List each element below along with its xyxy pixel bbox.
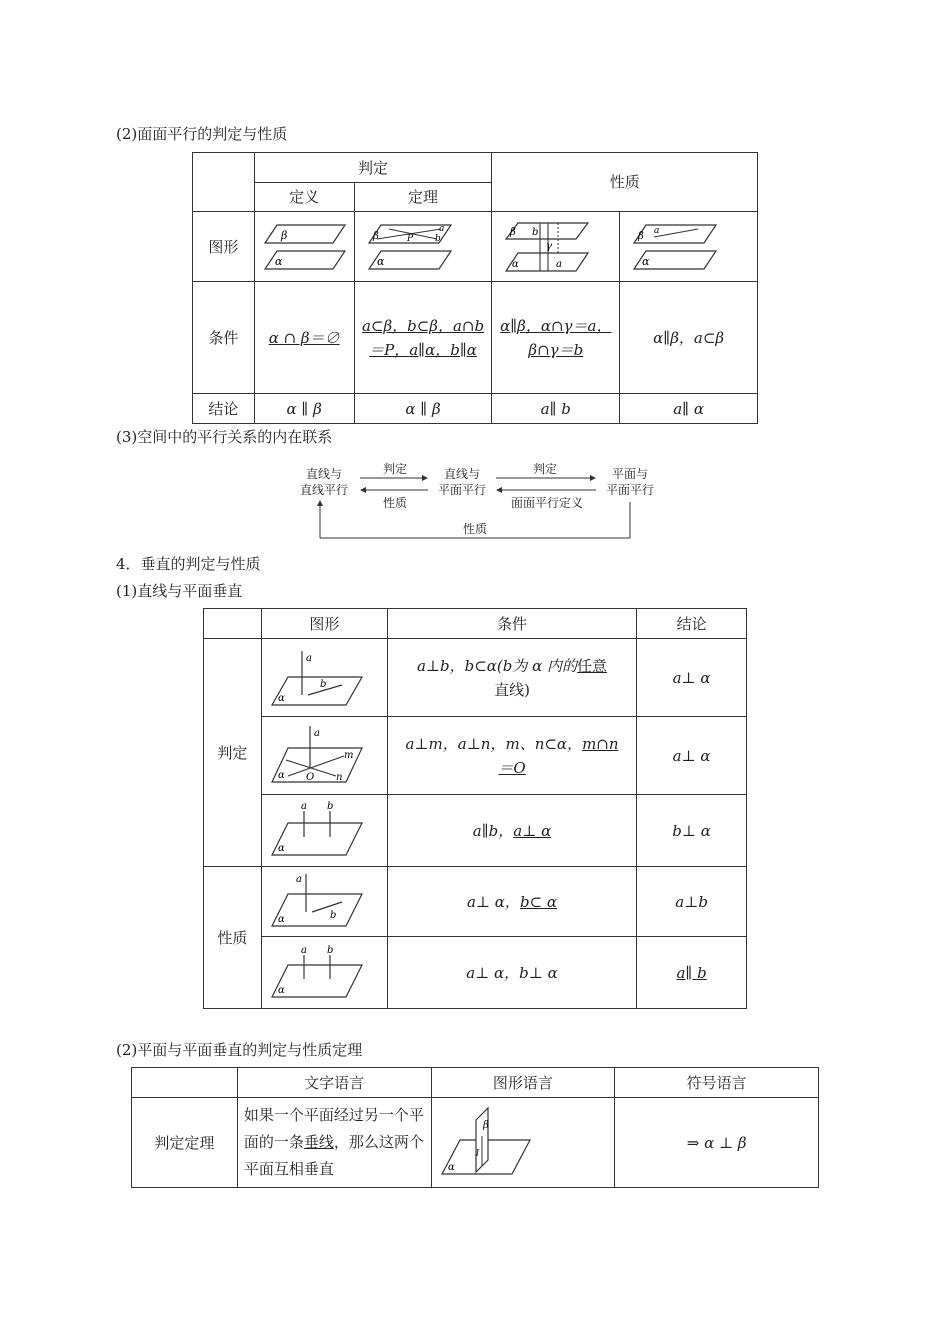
plane-plane-perp-table bbox=[131, 1067, 819, 1188]
row-label-judge-theorem: 判定定理 bbox=[132, 1098, 238, 1188]
svg-text:b: b bbox=[326, 944, 334, 956]
corner-cell-2 bbox=[204, 609, 262, 639]
svg-text:β: β bbox=[510, 226, 517, 238]
section-heading-parallel-relations: (3)空间中的平行关系的内在联系 bbox=[116, 428, 333, 446]
svg-text:α: α bbox=[277, 984, 285, 996]
svg-text:l: l bbox=[475, 1148, 479, 1159]
conclusion-r5: a∥ b bbox=[637, 937, 747, 1009]
conclusion-r4: a⊥b bbox=[637, 867, 747, 937]
node-line-plane-l2: 平面平行 bbox=[437, 483, 486, 497]
node-line-line-l1: 直线与 bbox=[305, 467, 342, 481]
arrow1-top-label: 判定 bbox=[382, 462, 407, 476]
figure-property-line-in-plane bbox=[620, 212, 758, 282]
header-symbol-language: 符号语言 bbox=[615, 1068, 819, 1098]
condition-r1: a⊥b，b⊂α(b为 α 内的任意 直线) bbox=[387, 639, 636, 717]
svg-text:β: β bbox=[482, 1119, 489, 1131]
header-figure: 图形 bbox=[261, 609, 387, 639]
svg-text:a: a bbox=[654, 225, 660, 236]
svg-text:b: b bbox=[434, 233, 441, 244]
svg-text:α: α bbox=[277, 842, 285, 854]
face-parallel-table bbox=[192, 152, 758, 424]
svg-text:α: α bbox=[376, 254, 385, 268]
theorem-text: 如果一个平面经过另一个平面的一条垂线，那么这两个平面互相垂直 bbox=[237, 1098, 431, 1188]
svg-text:α: α bbox=[277, 913, 285, 925]
condition-r4: a⊥ α，b⊂ α bbox=[387, 867, 636, 937]
svg-text:a: a bbox=[295, 873, 302, 885]
section-heading-perpendicular: 4．垂直的判定与性质 bbox=[116, 555, 261, 573]
line-plane-perp-table bbox=[203, 608, 747, 1009]
header-text-language: 文字语言 bbox=[237, 1068, 431, 1098]
corner-cell-3 bbox=[132, 1068, 238, 1098]
svg-text:b: b bbox=[326, 800, 334, 812]
svg-text:O: O bbox=[305, 771, 315, 783]
node-line-plane-parallel bbox=[432, 466, 492, 498]
svg-text:β: β bbox=[280, 228, 288, 242]
figure-perp-planes bbox=[431, 1098, 615, 1188]
figure-parallel-lines-perp bbox=[261, 795, 387, 867]
row-label-figure: 图形 bbox=[193, 212, 255, 282]
theorem-symbol: ⇒ α ⊥ β bbox=[615, 1098, 819, 1188]
figure-perp-line-and-plane-line bbox=[261, 867, 387, 937]
node-plane-plane-parallel bbox=[598, 466, 662, 498]
svg-text:α: α bbox=[642, 254, 650, 268]
svg-text:α: α bbox=[277, 692, 285, 704]
figure-two-perp-lines bbox=[261, 937, 387, 1009]
svg-text:a: a bbox=[556, 258, 563, 270]
condition-r5: a⊥ α，b⊥ α bbox=[387, 937, 636, 1009]
svg-text:P: P bbox=[406, 233, 413, 244]
svg-text:α: α bbox=[274, 254, 283, 268]
condition-definition: α ∩ β＝∅ bbox=[254, 282, 354, 394]
header-theorem: 定理 bbox=[354, 183, 492, 212]
svg-text:a: a bbox=[313, 727, 320, 739]
figure-property-three-planes bbox=[492, 212, 620, 282]
svg-text:α: α bbox=[512, 258, 520, 270]
node-plane-plane-l2: 平面平行 bbox=[605, 483, 654, 497]
svg-text:m: m bbox=[343, 749, 354, 761]
conclusion-property-1: a∥ b bbox=[492, 394, 620, 424]
svg-text:a: a bbox=[305, 652, 312, 664]
row-group-judge: 判定 bbox=[204, 639, 262, 867]
conclusion-property-2: a∥ α bbox=[620, 394, 758, 424]
condition-property-2: α∥β，a⊂β bbox=[620, 282, 758, 394]
row-label-condition: 条件 bbox=[193, 282, 255, 394]
header-conclusion: 结论 bbox=[637, 609, 747, 639]
arrow1-bottom-label: 性质 bbox=[382, 496, 407, 510]
subheading-line-plane-perp: (1)直线与平面垂直 bbox=[116, 582, 243, 600]
condition-r3: a∥b，a⊥ α bbox=[387, 795, 636, 867]
row-group-property: 性质 bbox=[204, 867, 262, 1009]
row-label-conclusion: 结论 bbox=[193, 394, 255, 424]
svg-text:β: β bbox=[372, 230, 379, 242]
svg-text:a: a bbox=[300, 944, 307, 956]
svg-text:γ: γ bbox=[546, 240, 553, 252]
subheading-plane-plane-perp: (2)平面与平面垂直的判定与性质定理 bbox=[116, 1041, 363, 1059]
node-line-line-l2: 直线平行 bbox=[299, 483, 348, 497]
arrow2-bottom-label: 面面平行定义 bbox=[510, 496, 583, 510]
svg-text:β: β bbox=[638, 230, 644, 242]
parallel-relations-diagram bbox=[290, 458, 670, 544]
arrow2-top-label: 判定 bbox=[532, 462, 557, 476]
corner-cell bbox=[193, 153, 255, 212]
svg-text:n: n bbox=[335, 771, 343, 783]
svg-text:α: α bbox=[277, 769, 285, 781]
header-property: 性质 bbox=[492, 153, 758, 212]
header-condition: 条件 bbox=[387, 609, 636, 639]
svg-text:a: a bbox=[438, 223, 445, 234]
svg-text:a: a bbox=[300, 800, 307, 812]
figure-def-planes bbox=[254, 212, 354, 282]
node-line-plane-l1: 直线与 bbox=[443, 467, 480, 481]
figure-line-perp-any-line bbox=[261, 639, 387, 717]
header-definition: 定义 bbox=[254, 183, 354, 212]
node-line-line-parallel bbox=[296, 466, 352, 498]
section-heading-face-parallel: (2)面面平行的判定与性质 bbox=[116, 125, 288, 143]
conclusion-r3: b⊥ α bbox=[637, 795, 747, 867]
svg-text:b: b bbox=[532, 226, 539, 238]
condition-theorem: a⊂β，b⊂β，a∩b＝P，a∥α，b∥α bbox=[354, 282, 492, 394]
conclusion-r2: a⊥ α bbox=[637, 717, 747, 795]
node-plane-plane-l1: 平面与 bbox=[611, 467, 648, 481]
header-figure-language: 图形语言 bbox=[431, 1068, 615, 1098]
conclusion-definition: α ∥ β bbox=[254, 394, 354, 424]
svg-text:α: α bbox=[447, 1161, 455, 1173]
loop-arrow-label: 性质 bbox=[462, 522, 487, 536]
svg-text:b: b bbox=[319, 678, 327, 690]
figure-theorem-planes bbox=[354, 212, 492, 282]
svg-text:b: b bbox=[329, 909, 337, 921]
conclusion-theorem: α ∥ β bbox=[354, 394, 492, 424]
condition-r2: a⊥m，a⊥n，m、n⊂α，m∩n ＝O bbox=[387, 717, 636, 795]
figure-line-perp-two-lines bbox=[261, 717, 387, 795]
conclusion-r1: a⊥ α bbox=[637, 639, 747, 717]
condition-property-1: α∥β，α∩γ＝a，β∩γ＝b bbox=[492, 282, 620, 394]
header-judge: 判定 bbox=[254, 153, 492, 183]
